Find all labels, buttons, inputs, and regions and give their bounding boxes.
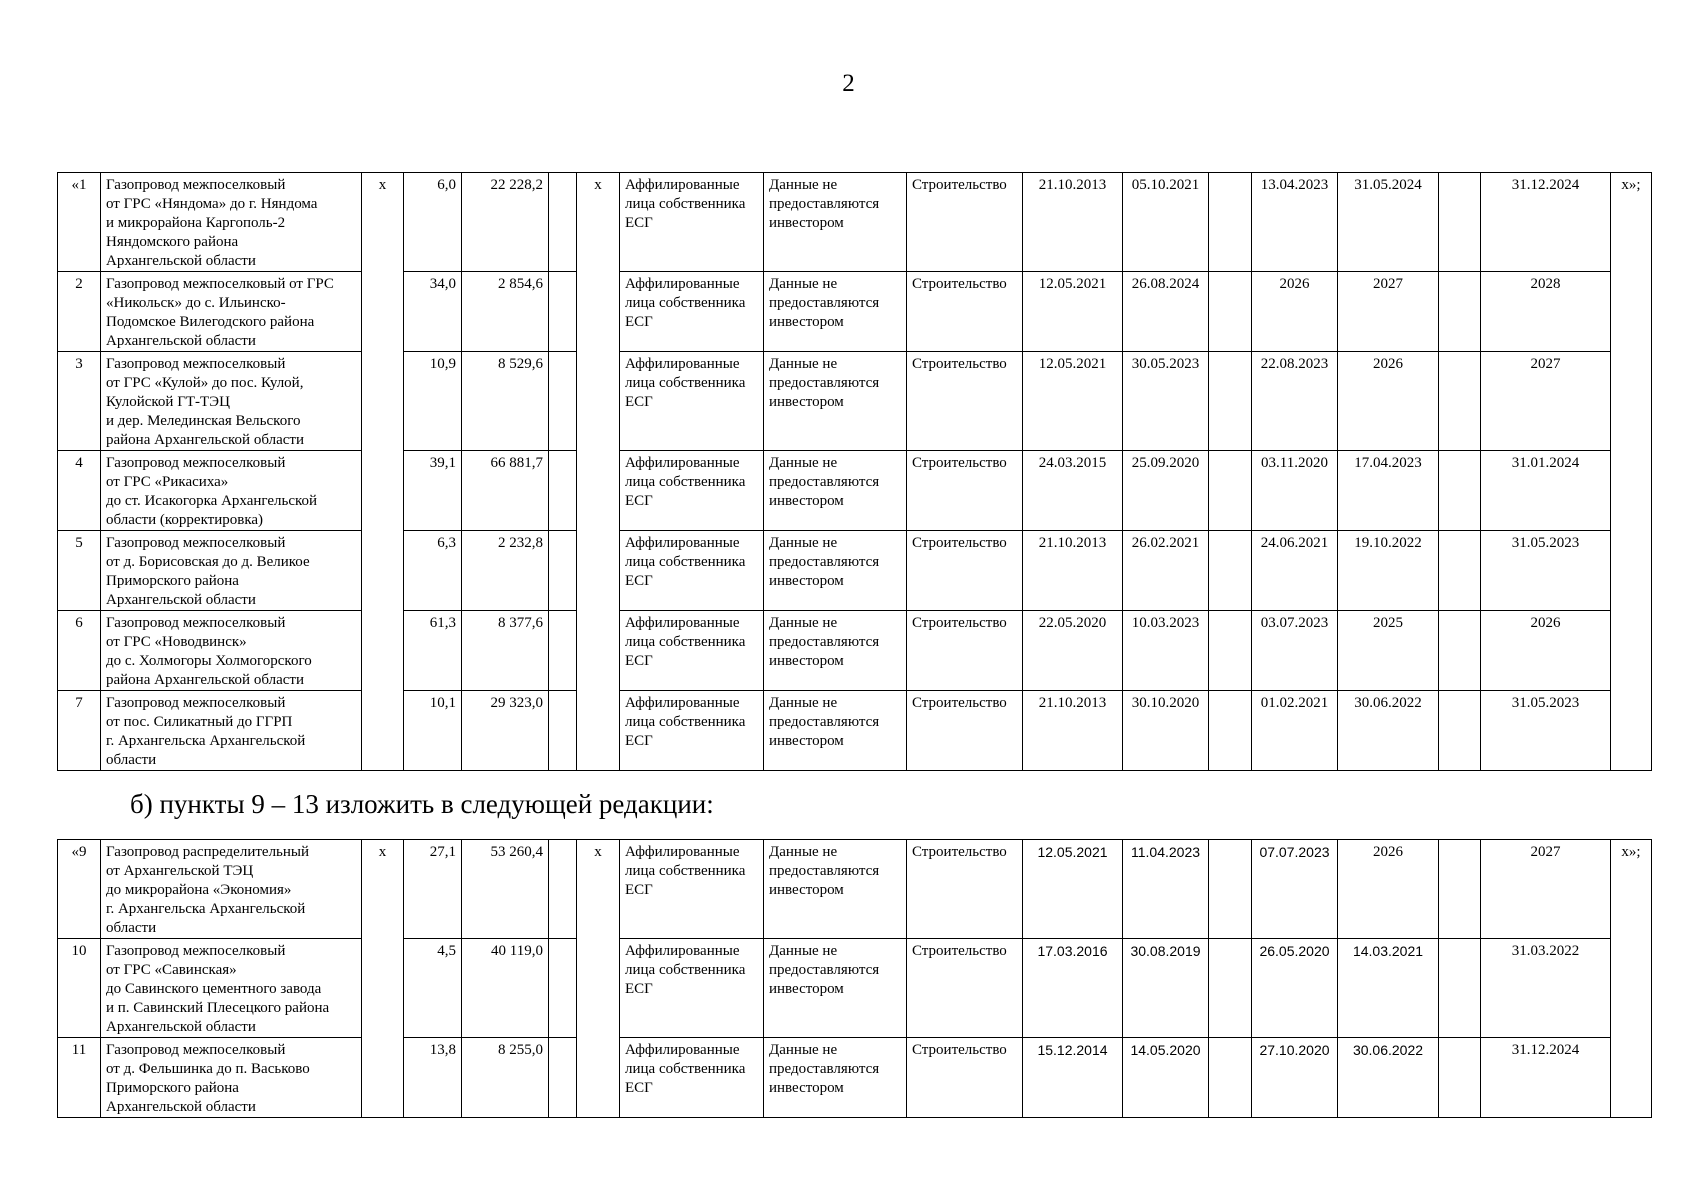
- work-type: Строительство: [907, 352, 1023, 451]
- projects-table-2: [57, 839, 1652, 1118]
- cost-value: 2 854,6: [462, 272, 549, 352]
- empty-cell: [549, 611, 577, 691]
- empty-cell: [1209, 173, 1252, 272]
- cost-value: 8 255,0: [462, 1038, 549, 1118]
- table-row: [58, 939, 1652, 1038]
- empty-cell: [1209, 939, 1252, 1038]
- date-5: 31.05.2023: [1481, 531, 1611, 611]
- date-2: 26.02.2021: [1123, 531, 1209, 611]
- customer: Аффилированные лица собственника ЕСГ: [620, 691, 764, 771]
- empty-cell: [549, 939, 577, 1038]
- date-4: 2026: [1338, 352, 1439, 451]
- table-row: [58, 611, 1652, 691]
- row-number: 5: [58, 531, 101, 611]
- date-4: 30.06.2022: [1338, 691, 1439, 771]
- investor-data: Данные не предоставляются инвестором: [764, 939, 907, 1038]
- date-4: 2026: [1338, 840, 1439, 939]
- date-2: 14.05.2020: [1123, 1038, 1209, 1118]
- customer: Аффилированные лица собственника ЕСГ: [620, 352, 764, 451]
- date-5: 31.01.2024: [1481, 451, 1611, 531]
- empty-cell: [1209, 611, 1252, 691]
- customer: Аффилированные лица собственника ЕСГ: [620, 531, 764, 611]
- date-3: 03.07.2023: [1252, 611, 1338, 691]
- customer: Аффилированные лица собственника ЕСГ: [620, 173, 764, 272]
- table-row: [58, 352, 1652, 451]
- investor-data: Данные не предоставляются инвестором: [764, 352, 907, 451]
- work-type: Строительство: [907, 611, 1023, 691]
- date-3: 01.02.2021: [1252, 691, 1338, 771]
- empty-cell: [1439, 352, 1481, 451]
- date-3: 22.08.2023: [1252, 352, 1338, 451]
- date-2: 10.03.2023: [1123, 611, 1209, 691]
- table-row: [58, 173, 1652, 272]
- empty-cell: [1439, 840, 1481, 939]
- investor-data: Данные не предоставляются инвестором: [764, 173, 907, 272]
- date-3: 27.10.2020: [1252, 1038, 1338, 1118]
- table-row: [58, 451, 1652, 531]
- empty-cell: [1439, 611, 1481, 691]
- investor-data: Данные не предоставляются инвестором: [764, 1038, 907, 1118]
- empty-cell: [549, 531, 577, 611]
- empty-cell: [1439, 272, 1481, 352]
- date-1: 21.10.2013: [1023, 173, 1123, 272]
- project-name: Газопровод межпоселковый от ГРС «Никольск» до с. Ильинско- Подомское Вилегодского района Архангельской области: [101, 272, 362, 352]
- project-name: Газопровод межпоселковый от ГРС «Новодвинск» до с. Холмогоры Холмогорского района Архангельской области: [101, 611, 362, 691]
- project-name: Газопровод межпоселковый от ГРС «Кулой» до пос. Кулой, Кулойской ГТ-ТЭЦ и дер. Мелединская Вельского района Архангельской области: [101, 352, 362, 451]
- work-type: Строительство: [907, 451, 1023, 531]
- length-value: 39,1: [404, 451, 462, 531]
- cost-value: 22 228,2: [462, 173, 549, 272]
- date-1: 12.05.2021: [1023, 272, 1123, 352]
- length-value: 34,0: [404, 272, 462, 352]
- date-2: 26.08.2024: [1123, 272, 1209, 352]
- empty-cell: [1439, 939, 1481, 1038]
- date-1: 21.10.2013: [1023, 691, 1123, 771]
- date-2: 30.08.2019: [1123, 939, 1209, 1038]
- work-type: Строительство: [907, 691, 1023, 771]
- table-row: [58, 691, 1652, 771]
- x-marker: x: [577, 840, 620, 1118]
- date-4: 31.05.2024: [1338, 173, 1439, 272]
- empty-cell: [549, 352, 577, 451]
- date-4: 30.06.2022: [1338, 1038, 1439, 1118]
- empty-cell: [1439, 691, 1481, 771]
- investor-data: Данные не предоставляются инвестором: [764, 611, 907, 691]
- date-4: 17.04.2023: [1338, 451, 1439, 531]
- project-name: Газопровод межпоселковый от д. Борисовская до д. Великое Приморского района Архангельской области: [101, 531, 362, 611]
- empty-cell: [1209, 840, 1252, 939]
- length-value: 6,3: [404, 531, 462, 611]
- empty-cell: [549, 272, 577, 352]
- table-row: [58, 840, 1652, 939]
- date-5: 2026: [1481, 611, 1611, 691]
- project-name: Газопровод распределительный от Архангельской ТЭЦ до микрорайона «Экономия» г. Архангельска Архангельской области: [101, 840, 362, 939]
- empty-cell: [549, 451, 577, 531]
- closing-marker: х»;: [1611, 173, 1652, 771]
- date-5: 31.12.2024: [1481, 173, 1611, 272]
- cost-value: 53 260,4: [462, 840, 549, 939]
- investor-data: Данные не предоставляются инвестором: [764, 840, 907, 939]
- date-4: 19.10.2022: [1338, 531, 1439, 611]
- empty-cell: [1209, 531, 1252, 611]
- empty-cell: [549, 173, 577, 272]
- empty-cell: [1209, 451, 1252, 531]
- length-value: 61,3: [404, 611, 462, 691]
- investor-data: Данные не предоставляются инвестором: [764, 531, 907, 611]
- row-number: 11: [58, 1038, 101, 1118]
- table-row: [58, 1038, 1652, 1118]
- date-5: 31.05.2023: [1481, 691, 1611, 771]
- work-type: Строительство: [907, 1038, 1023, 1118]
- cost-value: 8 377,6: [462, 611, 549, 691]
- work-type: Строительство: [907, 272, 1023, 352]
- customer: Аффилированные лица собственника ЕСГ: [620, 611, 764, 691]
- length-value: 10,1: [404, 691, 462, 771]
- investor-data: Данные не предоставляются инвестором: [764, 451, 907, 531]
- date-2: 25.09.2020: [1123, 451, 1209, 531]
- row-number: «1: [58, 173, 101, 272]
- table-row: [58, 272, 1652, 352]
- page-number: 2: [842, 70, 855, 97]
- length-value: 13,8: [404, 1038, 462, 1118]
- customer: Аффилированные лица собственника ЕСГ: [620, 939, 764, 1038]
- date-2: 30.10.2020: [1123, 691, 1209, 771]
- date-3: 2026: [1252, 272, 1338, 352]
- date-4: 2025: [1338, 611, 1439, 691]
- date-1: 12.05.2021: [1023, 352, 1123, 451]
- project-name: Газопровод межпоселковый от пос. Силикатный до ГГРП г. Архангельска Архангельской области: [101, 691, 362, 771]
- row-number: 3: [58, 352, 101, 451]
- date-5: 2027: [1481, 352, 1611, 451]
- date-4: 14.03.2021: [1338, 939, 1439, 1038]
- customer: Аффилированные лица собственника ЕСГ: [620, 840, 764, 939]
- x-marker: x: [362, 173, 404, 771]
- date-5: 2027: [1481, 840, 1611, 939]
- length-value: 10,9: [404, 352, 462, 451]
- empty-cell: [1209, 1038, 1252, 1118]
- project-name: Газопровод межпоселковый от д. Фельшинка до п. Васьково Приморского района Архангельской области: [101, 1038, 362, 1118]
- row-number: 7: [58, 691, 101, 771]
- date-1: 24.03.2015: [1023, 451, 1123, 531]
- section-heading: б) пункты 9 – 13 изложить в следующей редакции:: [130, 789, 714, 819]
- cost-value: 66 881,7: [462, 451, 549, 531]
- row-number: «9: [58, 840, 101, 939]
- date-2: 30.05.2023: [1123, 352, 1209, 451]
- empty-cell: [1209, 272, 1252, 352]
- date-3: 03.11.2020: [1252, 451, 1338, 531]
- work-type: Строительство: [907, 173, 1023, 272]
- length-value: 27,1: [404, 840, 462, 939]
- project-name: Газопровод межпоселковый от ГРС «Рикасиха» до ст. Исакогорка Архангельской области (корректировка): [101, 451, 362, 531]
- row-number: 4: [58, 451, 101, 531]
- closing-marker: х»;: [1611, 840, 1652, 1118]
- empty-cell: [1439, 1038, 1481, 1118]
- empty-cell: [1209, 691, 1252, 771]
- x-marker: x: [577, 173, 620, 771]
- cost-value: 2 232,8: [462, 531, 549, 611]
- date-5: 31.03.2022: [1481, 939, 1611, 1038]
- date-4: 2027: [1338, 272, 1439, 352]
- customer: Аффилированные лица собственника ЕСГ: [620, 272, 764, 352]
- x-marker: x: [362, 840, 404, 1118]
- row-number: 6: [58, 611, 101, 691]
- date-3: 13.04.2023: [1252, 173, 1338, 272]
- cost-value: 29 323,0: [462, 691, 549, 771]
- date-1: 15.12.2014: [1023, 1038, 1123, 1118]
- date-5: 31.12.2024: [1481, 1038, 1611, 1118]
- empty-cell: [1439, 173, 1481, 272]
- empty-cell: [1439, 531, 1481, 611]
- investor-data: Данные не предоставляются инвестором: [764, 272, 907, 352]
- empty-cell: [1439, 451, 1481, 531]
- project-name: Газопровод межпоселковый от ГРС «Савинская» до Савинского цементного завода и п. Савинский Плесецкого района Архангельской области: [101, 939, 362, 1038]
- date-3: 26.05.2020: [1252, 939, 1338, 1038]
- date-1: 17.03.2016: [1023, 939, 1123, 1038]
- date-2: 11.04.2023: [1123, 840, 1209, 939]
- work-type: Строительство: [907, 840, 1023, 939]
- date-1: 12.05.2021: [1023, 840, 1123, 939]
- length-value: 4,5: [404, 939, 462, 1038]
- empty-cell: [549, 1038, 577, 1118]
- customer: Аффилированные лица собственника ЕСГ: [620, 1038, 764, 1118]
- date-1: 22.05.2020: [1023, 611, 1123, 691]
- date-2: 05.10.2021: [1123, 173, 1209, 272]
- work-type: Строительство: [907, 531, 1023, 611]
- row-number: 2: [58, 272, 101, 352]
- length-value: 6,0: [404, 173, 462, 272]
- customer: Аффилированные лица собственника ЕСГ: [620, 451, 764, 531]
- table-row: [58, 531, 1652, 611]
- cost-value: 8 529,6: [462, 352, 549, 451]
- investor-data: Данные не предоставляются инвестором: [764, 691, 907, 771]
- empty-cell: [549, 840, 577, 939]
- cost-value: 40 119,0: [462, 939, 549, 1038]
- date-1: 21.10.2013: [1023, 531, 1123, 611]
- date-3: 07.07.2023: [1252, 840, 1338, 939]
- row-number: 10: [58, 939, 101, 1038]
- projects-table-1: [57, 172, 1652, 771]
- empty-cell: [549, 691, 577, 771]
- empty-cell: [1209, 352, 1252, 451]
- date-5: 2028: [1481, 272, 1611, 352]
- work-type: Строительство: [907, 939, 1023, 1038]
- date-3: 24.06.2021: [1252, 531, 1338, 611]
- project-name: Газопровод межпоселковый от ГРС «Няндома» до г. Няндома и микрорайона Каргополь-2 Няндомского района Архангельской области: [101, 173, 362, 272]
